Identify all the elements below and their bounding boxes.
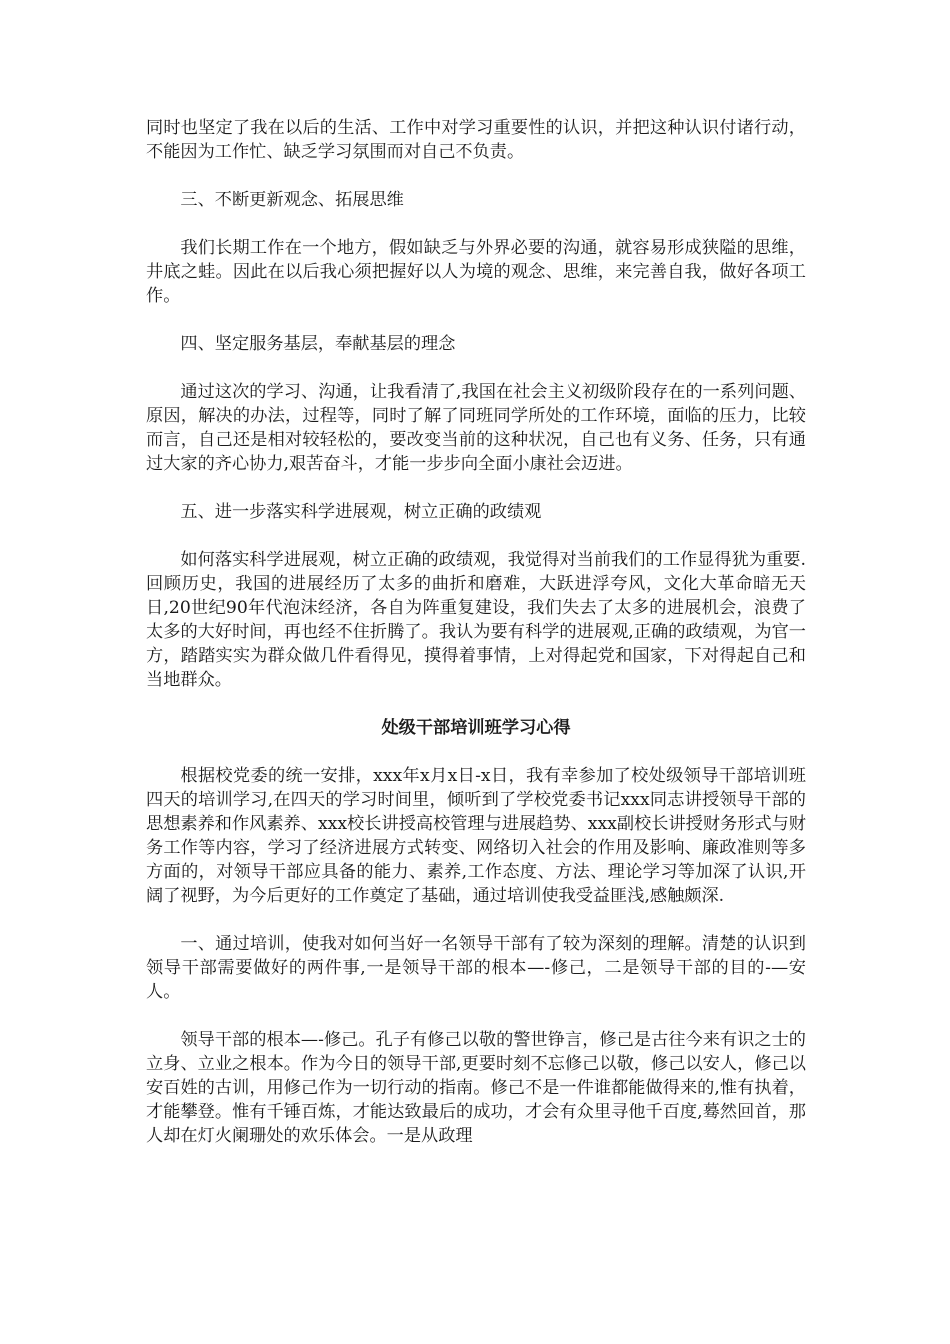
paragraph: 一、通过培训，使我对如何当好一名领导干部有了较为深刻的理解。清楚的认识到领导干部需要做好的两件事,一是领导干部的根本—-修己，二是领导干部的目的-—安人。 xyxy=(146,934,806,1002)
paragraph: 如何落实科学进展观，树立正确的政绩观，我觉得对当前我们的工作显得犹为重要.回顾历史，我国的进展经历了太多的曲折和磨难，大跃进浮夸风，文化大革命暗无天日,20世纪90年代泡沫经济，各自为阵重复建设，我们失去了太多的进展机会，浪费了太多的大好时间，再也经不住折腾了。我认为要有科学的进展观,正确的政绩观，为官一方，踏踏实实为群众做几件看得见，摸得着事情，上对得起党和国家，下对得起自己和当地群众。 xyxy=(146,550,806,690)
heading-four: 四、坚定服务基层，奉献基层的理念 xyxy=(180,334,456,354)
paragraph-continuation: 同时也坚定了我在以后的生活、工作中对学习重要性的认识，并把这种认识付诸行动，不能因为工作忙、缺乏学习氛围而对自己不负责。 xyxy=(146,118,806,162)
paragraph: 领导干部的根本—-修己。孔子有修己以敬的警世铮言，修己是古往今来有识之士的立身、立业之根本。作为今日的领导干部,更要时刻不忘修己以敬，修己以安人，修己以安百姓的古训，用修己作为一切行动的指南。修己不是一件谁都能做得来的,惟有执着，才能攀登。惟有千锤百炼，才能达致最后的成功，才会有众里寻他千百度,蓦然回首，那人却在灯火阑珊处的欢乐体会。一是从政理 xyxy=(146,1030,806,1146)
document-body xyxy=(146,116,806,1172)
heading-five: 五、进一步落实科学进展观，树立正确的政绩观 xyxy=(180,502,542,522)
section-title: 处级干部培训班学习心得 xyxy=(381,718,571,738)
paragraph: 通过这次的学习、沟通，让我看清了,我国在社会主义初级阶段存在的一系列问题、原因，解决的办法，过程等，同时了解了同班同学所处的工作环境，面临的压力，比较而言，自己还是相对较轻松的，要改变当前的这种状况，自己也有义务、任务，只有通过大家的齐心协力,艰苦奋斗，才能一步步向全面小康社会迈进。 xyxy=(146,382,806,474)
paragraph: 我们长期工作在一个地方，假如缺乏与外界必要的沟通，就容易形成狭隘的思维，井底之蛙。因此在以后我心须把握好以人为境的观念、思维，来完善自我，做好各项工作。 xyxy=(146,238,806,306)
paragraph: 根据校党委的统一安排，xxx年x月x日-x日，我有幸参加了校处级领导干部培训班四天的培训学习,在四天的学习时间里，倾听到了学校党委书记xxx同志讲授领导干部的思想素养和作风素养、xxx校长讲授高校管理与进展趋势、xxx副校长讲授财务形式与财务工作等内容，学习了经济进展方式转变、网络切入社会的作用及影响、廉政准则等多方面的，对领导干部应具备的能力、素养,工作态度、方法、理论学习等加深了认识,开阔了视野，为今后更好的工作奠定了基础，通过培训使我受益匪浅,感触颇深. xyxy=(146,766,806,906)
heading-three: 三、不断更新观念、拓展思维 xyxy=(180,190,404,210)
